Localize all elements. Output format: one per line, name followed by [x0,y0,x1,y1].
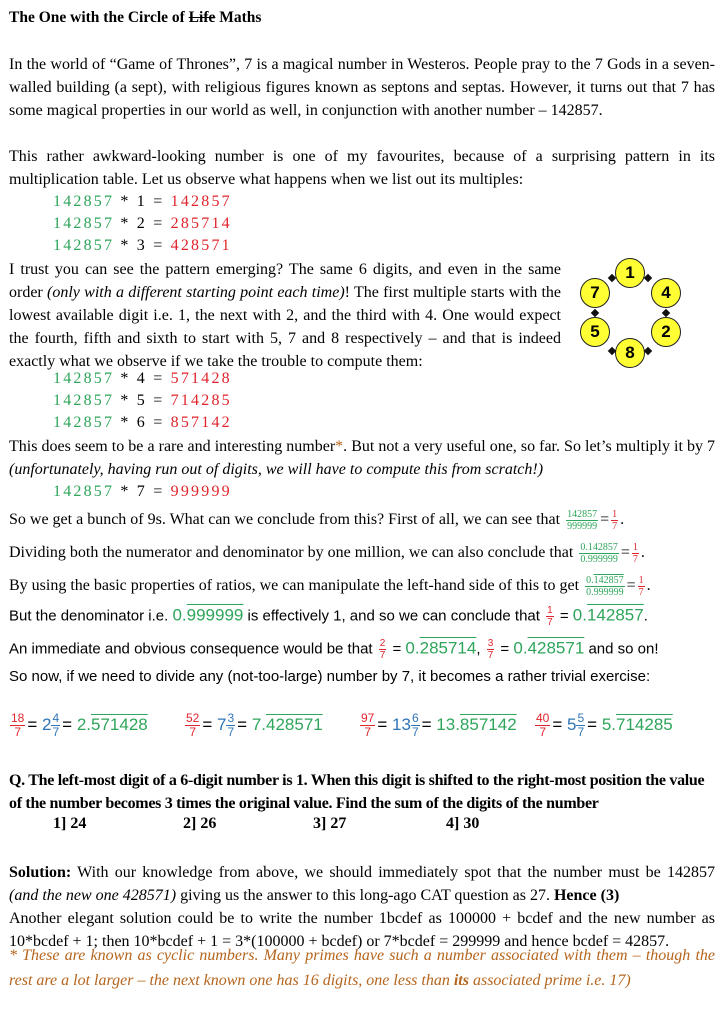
arrow-2-to-8 [644,347,652,355]
example-97-div-7: $\frac{97}{7}$ = 13 $\frac{6}{7}$ = 13.857142 [361,711,517,739]
option-3: 3] 27 [313,815,347,832]
cycle-diagram [575,255,715,375]
cycle-node-1: 1 [615,258,645,288]
arrow-1-to-4 [644,274,652,282]
observation-paragraph: I trust you can see the pattern emerging? The same 6 digits, and even in the same order (only with a different starting point each time)! The first multiple starts with the lowest available digit i.e. 1, the next with 2, and the third with 4. One would expect the fourth, fifth and sixth to start with 5, 7 and 8 respectively – and that is indeed exactly what we observe if we take the trouble to compute them: [9,261,562,370]
fraction-142857-999999: $\frac{142857}{999999}$ [567,508,598,532]
multiple-row-7: 142857 * 7 = 999999 [53,483,232,500]
cycle-node-8: 8 [615,338,645,368]
option-2: 2] 26 [183,815,217,832]
fraction-recurring: $\frac{0.142857}{0.999999}$ [586,574,624,598]
multiple-row-5: 142857 * 5 = 714285 [53,392,232,409]
option-4: 4] 30 [446,815,480,832]
cycle-node-5: 5 [580,317,610,347]
fraction-decimal: $\frac{0.142857}{0.999999}$ [580,541,618,565]
calibri-line-3: So now, if we need to divide any (not-too-large) number by 7, it becomes a rather trivial exercise: [9,668,651,685]
fraction-one-seventh: $\frac{1}{7}$ [612,508,618,532]
answer-label: Hence (3) [553,887,620,904]
footnote: * These are known as cyclic numbers. Many primes have such a number associated with them – though the rest are a lot larger – the next known one has 16 digits, one less than its associated prime i.e. 17) [9,947,715,989]
footnote-marker: * [335,438,344,455]
fraction-one-seventh: $\frac{1}{7}$ [632,541,638,565]
conclusion-line-3: By using the basic properties of ratios, we can manipulate the left-hand side of this to get $\frac{0.142857}{0.999999}$ = $\frac{1}{7}$ . [9,574,651,598]
question-text: Q. The left-most digit of a 6-digit number is 1. When this digit is shifted to the right-most position the value of the number becomes 3 times the original value. Find the sum of the digits of the number [9,772,705,812]
example-18-div-7: $\frac{18}{7}$ = 2 $\frac{4}{7}$ = 2.571428 [11,711,148,739]
multiple-row-6: 142857 * 6 = 857142 [53,414,232,431]
conclusion-line-1: So we get a bunch of 9s. What can we conclude from this? First of all, we can see that $\frac{142857}{999999}$ = $\frac{1}{7}$ . [9,508,625,532]
option-1: 1] 24 [53,815,87,832]
pattern-paragraph: This rather awkward-looking number is one of my favourites, because of a surprising pattern in its multiplication table. Let us observe what happens when we list out its multiples: [9,148,715,188]
example-52-div-7: $\frac{52}{7}$ = 7 $\frac{3}{7}$ = 7.428571 [186,711,323,739]
struck-word: Life [188,9,216,26]
rare-number-paragraph: This does seem to be a rare and interesting number*. But not a very useful one, so far. So let’s multiply it by 7 (unfortunately, having run out of digits, we will have to compute this from scratch!) [9,438,716,478]
multiple-row-2: 142857 * 2 = 285714 [53,215,232,232]
calibri-line-2: An immediate and obvious consequence would be that $\frac{2}{7}$ = 0.285714, $\frac{3}{7}$ = 0.428571 and so on! [9,638,659,661]
cycle-node-4: 4 [651,278,681,308]
intro-paragraph: In the world of “Game of Thrones”, 7 is a magical number in Westeros. People pray to the 7 Gods in a seven-walled building (a sept), with religious figures known as septons and septas. However, it turns out that 7 has some magical properties in our world as well, in conjunction with another number – 142857. [9,56,715,119]
multiple-row-4: 142857 * 4 = 571428 [53,370,232,387]
solution-paragraph: Solution: With our knowledge from above, we should immediately spot that the number must be 142857 (and the new one 428571) giving us the answer to this long-ago CAT question as 27. Hence (3) Another elegant solution could be to write the number 1bcdef as 100000 + bcdef and the new number as 10*bcdef + 1; then 10*bcdef + 1 = 3*(100000 + bcdef) or 7*bcdef = 299999 and hence bcdef = 42857. [9,864,715,950]
multiple-row-3: 142857 * 3 = 428571 [53,237,232,254]
article-title: The One with the Circle of Life Maths [9,9,262,26]
cycle-node-7: 7 [580,278,610,308]
conclusion-line-2: Dividing both the numerator and denominator by one million, we can also conclude that $\frac{0.142857}{0.999999}$ = $\frac{1}{7}$ . [9,541,645,565]
multiple-row-1: 142857 * 1 = 142857 [53,193,232,210]
arrow-4-to-2 [662,309,670,317]
example-40-div-7: $\frac{40}{7}$ = 5 $\frac{5}{7}$ = 5.714285 [536,711,673,739]
cycle-node-2: 2 [651,317,681,347]
arrow-5-to-7 [591,309,599,317]
solution-label: Solution: [9,864,72,881]
fraction-one-seventh: $\frac{1}{7}$ [638,574,644,598]
calibri-line-1: But the denominator i.e. 0.999999 is effectively 1, and so we can conclude that $\frac{1}{7}$ = 0.142857. [9,605,648,628]
